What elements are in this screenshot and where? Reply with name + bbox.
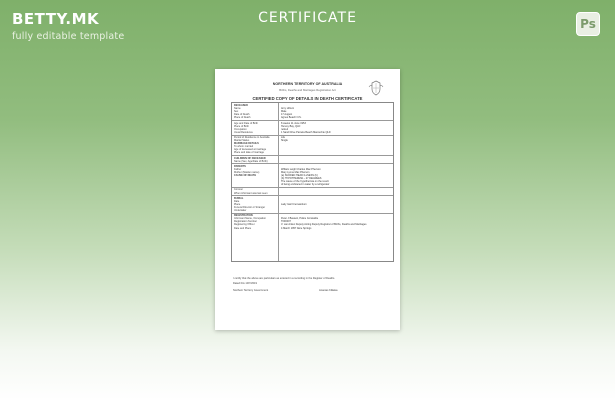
section-rule <box>232 195 393 196</box>
certificate-sheet <box>215 69 400 330</box>
field-label: Place of Death <box>234 116 251 120</box>
section-title: PARENTS <box>234 164 246 168</box>
field-label: Occupation <box>234 127 247 131</box>
field-label: Funeral Director or Stranger <box>234 205 266 209</box>
brand-tagline: fully editable template <box>12 31 125 42</box>
field-label: Date <box>234 199 240 203</box>
section-title: BURIAL <box>234 196 244 200</box>
section-rule <box>232 213 393 214</box>
certificate-registry: Births, Deaths and Marriages Registration Act <box>279 88 336 92</box>
photoshop-icon: Ps <box>576 12 600 36</box>
field-label: Date and Place <box>234 226 252 230</box>
section-title: REGISTRATION <box>234 214 253 218</box>
field-label: MARRIAGE DETAILS <box>234 142 259 146</box>
section-title: DECEASED <box>234 104 248 107</box>
field-label: When informant was last seen <box>234 191 268 195</box>
column-divider <box>278 103 279 261</box>
field-value: Peter J Bassett, Police Constable <box>281 217 319 221</box>
footer-registrar: Ananias Killalea <box>319 289 338 292</box>
field-value: retired <box>281 127 289 131</box>
field-label: To whom married <box>234 145 254 149</box>
field-value: Agnes Beach N.S. <box>281 116 302 120</box>
field-label: CAUSE OF DEATH <box>234 174 257 177</box>
section-rule <box>232 187 393 188</box>
field-label: Date of Death <box>234 113 250 117</box>
details-table <box>231 102 394 262</box>
coat-of-arms-icon <box>367 79 385 97</box>
page-title: CERTIFICATE <box>258 10 357 26</box>
section-rule <box>232 163 393 164</box>
field-value: Life <box>281 135 286 139</box>
field-value: William Leigh Charles Mac Pherson <box>281 167 321 171</box>
field-value: Single <box>281 139 288 142</box>
field-label: Age of deceased at marriage <box>234 148 267 152</box>
field-value: 1 Sand Drive Pamela Beach Marouchie QLD <box>281 130 331 134</box>
field-label: Registration Number <box>234 220 257 224</box>
field-label: Father <box>234 167 242 171</box>
field-value: Amy Lilburn <box>281 107 295 111</box>
field-value: 17 August <box>281 113 293 117</box>
field-label: Sex <box>234 110 239 114</box>
field-value: 8 weeks 11 June 1953 <box>281 121 306 125</box>
field-label: Age and Date of Birth <box>234 121 258 125</box>
field-value: (a) SUDDEN HEAD ILLNESS (b) <box>281 174 318 177</box>
date-issued: Dated this 10/7/2019 <box>233 282 257 285</box>
field-label: Mother (Maiden name) <box>234 170 260 174</box>
field-label: Marital Status <box>234 139 250 142</box>
field-label: Place of Birth <box>234 124 249 128</box>
field-label: Period of Residence in Australia <box>234 135 270 139</box>
field-label: Usual Residence <box>234 130 253 134</box>
certificate-heading: CERTIFIED COPY OF DETAILS IN DEATH CERTIFICATE <box>252 96 363 101</box>
field-label: Coroner <box>234 188 244 192</box>
field-label: Name (Sex, Age/Date of Birth) <box>234 159 268 163</box>
certificate-authority: NORTHERN TERRITORY OF AUSTRALIA <box>272 82 343 86</box>
field-label: Undertaker <box>234 209 247 212</box>
field-value: V. van Arden Deputy Acting Deputy Registrar of Births, Deaths and Marriages <box>281 223 367 227</box>
field-label: Registering Officer <box>234 223 255 227</box>
field-label: Place <box>234 202 241 206</box>
certify-statement: I certify that the above are particulars as entered in a recording in the Register of Deaths. <box>233 277 336 280</box>
brand-logo: BETTY.MK <box>12 10 100 28</box>
field-value: T000007 <box>281 220 291 224</box>
section-title: CHILDREN OF DECEASED <box>234 156 266 160</box>
field-value: Hervey Bay, QLD <box>281 124 301 128</box>
field-value: Mary Lynne Mac Pherson <box>281 170 310 174</box>
footer-government: Northern Territory Government <box>233 289 269 292</box>
field-value: Lady Gail Crematorium <box>281 202 307 206</box>
field-label: Name <box>234 107 241 111</box>
field-value: 4 March 1957 Alice Springs <box>281 226 312 230</box>
field-value: Male <box>281 110 287 114</box>
field-value: of being embraced in water by a refrigerator <box>281 183 330 187</box>
field-label: Informant Name, Occupation <box>234 217 266 221</box>
field-value: The cause of the hypothermia on the result <box>281 180 329 184</box>
field-label: Place and date of marriage <box>234 151 265 155</box>
field-value: (b) HYPOTHERMIA – 27 DEGREES <box>281 177 322 181</box>
